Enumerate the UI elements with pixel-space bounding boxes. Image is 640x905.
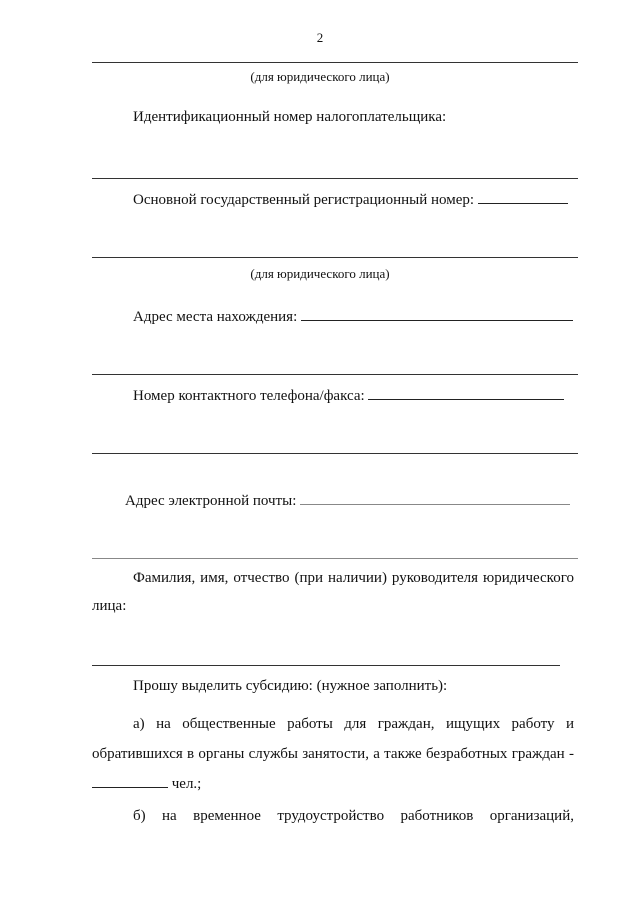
phone-input-line[interactable] xyxy=(368,385,564,400)
head-name-label-line1: Фамилия, имя, отчество (при наличии) руководителя юридического xyxy=(133,570,574,586)
item-a-line1: а) на общественные работы для граждан, ищущих работу и xyxy=(133,716,574,732)
ogrn-fill-line[interactable] xyxy=(92,257,578,258)
email-fill-line[interactable] xyxy=(92,558,578,559)
item-a-unit: чел.; xyxy=(171,776,202,792)
phone-fill-line[interactable] xyxy=(92,453,578,454)
ogrn-label: Основной государственный регистрационный номер: xyxy=(133,192,475,208)
inn-fill-line[interactable] xyxy=(92,178,578,179)
address-label: Адрес места нахождения: xyxy=(133,309,298,325)
item-a-line3 xyxy=(92,773,201,793)
subsidy-request-label: Прошу выделить субсидию: (нужное заполнить): xyxy=(133,678,448,694)
inn-label: Идентификационный номер налогоплательщика: xyxy=(133,109,447,125)
head-name-label-line2: лица: xyxy=(92,598,127,614)
phone-row xyxy=(133,385,564,405)
address-row xyxy=(133,306,573,326)
item-a-count-input[interactable] xyxy=(92,773,168,788)
email-label: Адрес электронной почты: xyxy=(125,493,297,509)
ogrn-row xyxy=(133,189,568,209)
fill-line-1[interactable] xyxy=(92,62,578,63)
page-number: 2 xyxy=(316,30,324,45)
address-input-line[interactable] xyxy=(301,306,573,321)
email-input-line[interactable] xyxy=(300,490,570,505)
legal-entity-note: (для юридического лица) xyxy=(250,69,390,84)
item-b-line1: б) на временное трудоустройство работников организаций, xyxy=(133,808,574,824)
item-a-line2: обратившихся в органы службы занятости, а также безработных граждан - xyxy=(92,746,574,762)
address-fill-line[interactable] xyxy=(92,374,578,375)
phone-label: Номер контактного телефона/факса: xyxy=(133,388,365,404)
ogrn-input-line[interactable] xyxy=(478,189,568,204)
head-name-fill-line[interactable] xyxy=(92,665,560,666)
email-row xyxy=(125,490,570,510)
legal-entity-note-2: (для юридического лица) xyxy=(250,266,390,281)
